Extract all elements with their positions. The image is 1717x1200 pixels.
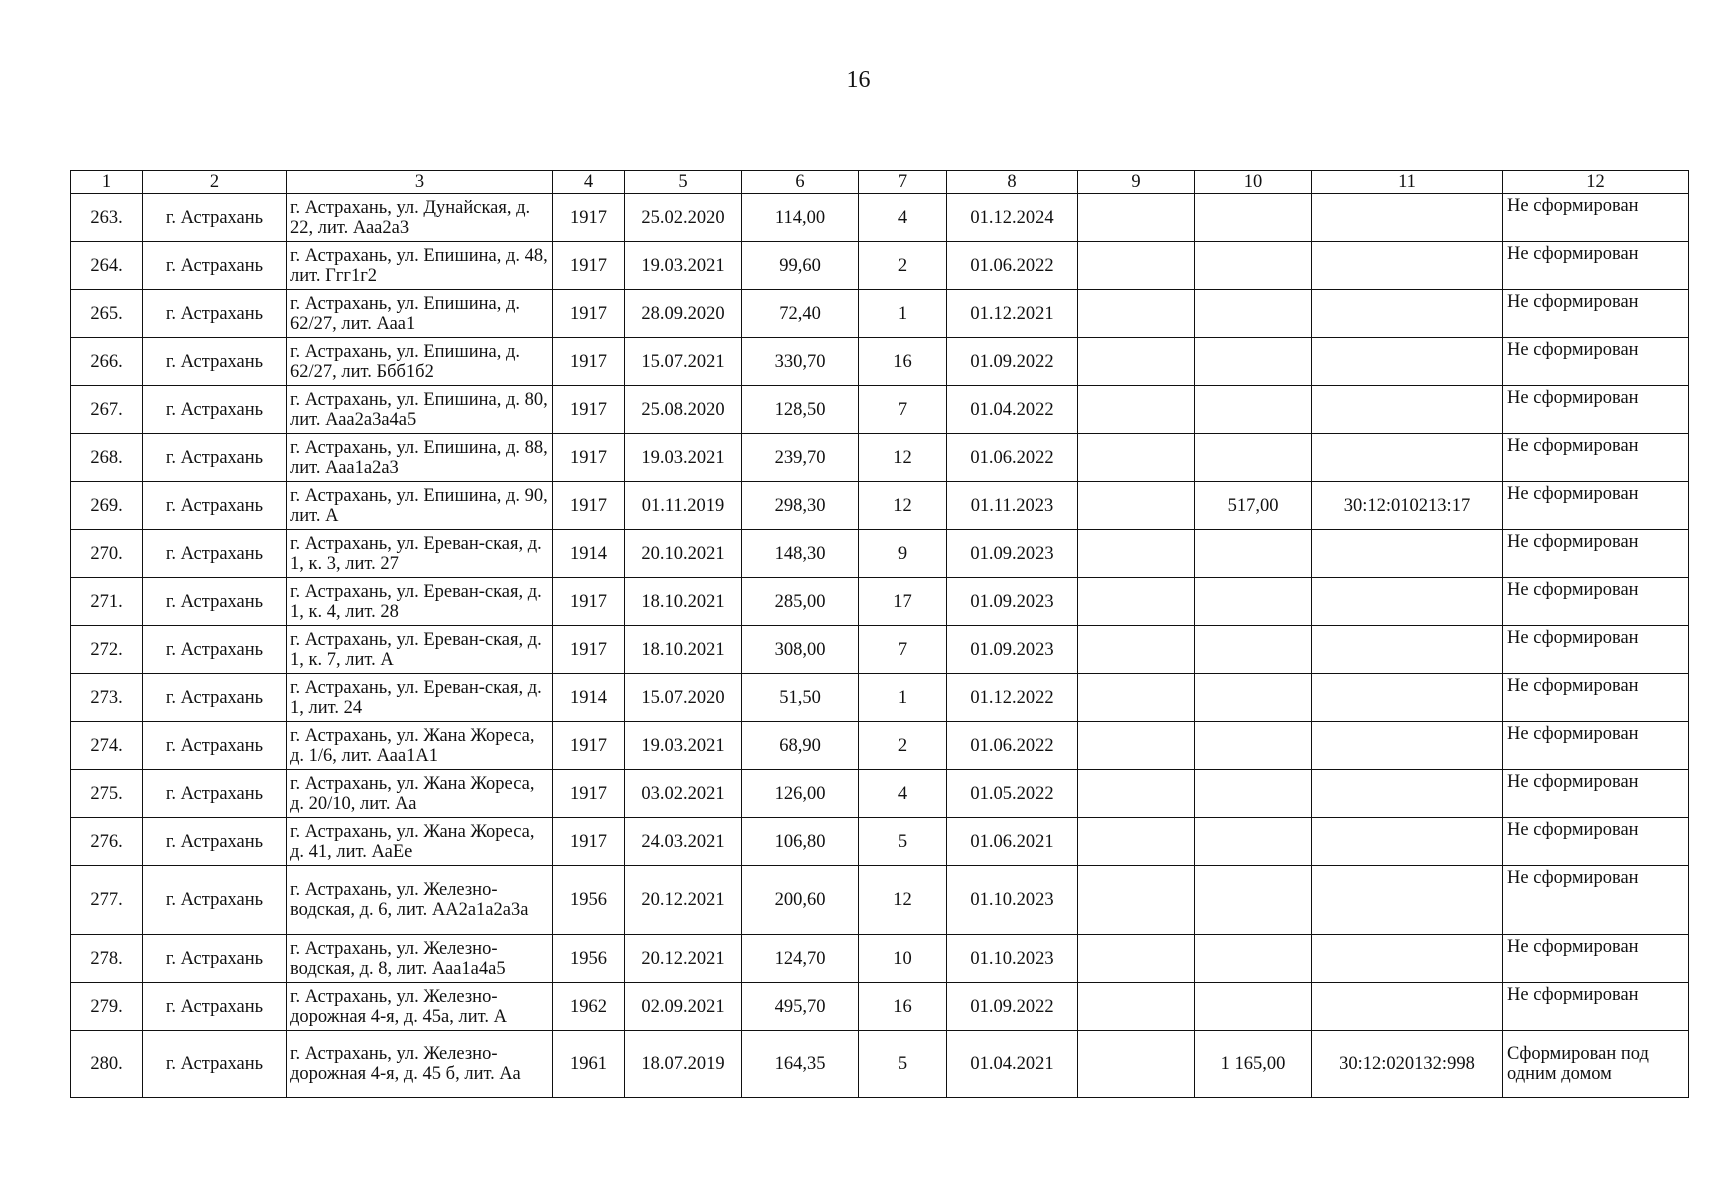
cell-row-number: 271. — [71, 578, 143, 626]
cell-row-number: 264. — [71, 242, 143, 290]
cell-cadastral-number — [1312, 578, 1503, 626]
table-row — [71, 935, 1689, 983]
table-row — [71, 722, 1689, 770]
cell-area: 308,00 — [742, 626, 859, 674]
cell-col-9-value — [1078, 983, 1195, 1031]
cell-address: г. Астрахань, ул. Епишина, д. 62/27, лит. Ббб1б2 — [287, 338, 553, 386]
cell-residents: 12 — [859, 482, 947, 530]
cell-survey-date: 15.07.2020 — [625, 674, 742, 722]
cell-year-built: 1917 — [553, 194, 625, 242]
cell-resettlement-date: 01.06.2021 — [947, 818, 1078, 866]
cell-cadastral-number — [1312, 386, 1503, 434]
cell-cadastral-number — [1312, 290, 1503, 338]
cell-locality: г. Астрахань — [143, 1031, 287, 1098]
cell-locality: г. Астрахань — [143, 290, 287, 338]
cell-year-built: 1917 — [553, 818, 625, 866]
cell-residents: 12 — [859, 434, 947, 482]
cell-resettlement-date: 01.10.2023 — [947, 866, 1078, 935]
cell-survey-date: 25.08.2020 — [625, 386, 742, 434]
table-row — [71, 434, 1689, 482]
column-header: 11 — [1312, 171, 1503, 194]
table-row — [71, 242, 1689, 290]
cell-land-area — [1195, 434, 1312, 482]
cell-survey-date: 18.10.2021 — [625, 626, 742, 674]
cell-land-status: Не сформирован — [1503, 674, 1689, 722]
cell-cadastral-number: 30:12:010213:17 — [1312, 482, 1503, 530]
cell-cadastral-number — [1312, 935, 1503, 983]
cell-locality: г. Астрахань — [143, 386, 287, 434]
cell-survey-date: 18.07.2019 — [625, 1031, 742, 1098]
cell-survey-date: 15.07.2021 — [625, 338, 742, 386]
cell-residents: 7 — [859, 386, 947, 434]
cell-land-status: Не сформирован — [1503, 722, 1689, 770]
column-header: 2 — [143, 171, 287, 194]
cell-land-area — [1195, 722, 1312, 770]
cell-area: 51,50 — [742, 674, 859, 722]
cell-locality: г. Астрахань — [143, 194, 287, 242]
cell-land-area — [1195, 386, 1312, 434]
cell-address: г. Астрахань, ул. Епишина, д. 80, лит. Ааа2а3а4а5 — [287, 386, 553, 434]
cell-residents: 2 — [859, 722, 947, 770]
cell-row-number: 275. — [71, 770, 143, 818]
cell-row-number: 280. — [71, 1031, 143, 1098]
cell-year-built: 1917 — [553, 482, 625, 530]
cell-land-area — [1195, 674, 1312, 722]
cell-land-area: 517,00 — [1195, 482, 1312, 530]
cell-year-built: 1917 — [553, 338, 625, 386]
cell-year-built: 1917 — [553, 626, 625, 674]
cell-locality: г. Астрахань — [143, 983, 287, 1031]
cell-cadastral-number — [1312, 818, 1503, 866]
cell-survey-date: 18.10.2021 — [625, 578, 742, 626]
cell-address: г. Астрахань, ул. Дунайская, д. 22, лит. Ааа2а3 — [287, 194, 553, 242]
table-row — [71, 770, 1689, 818]
cell-survey-date: 19.03.2021 — [625, 242, 742, 290]
cell-survey-date: 01.11.2019 — [625, 482, 742, 530]
cell-cadastral-number: 30:12:020132:998 — [1312, 1031, 1503, 1098]
table-row — [71, 194, 1689, 242]
cell-resettlement-date: 01.10.2023 — [947, 935, 1078, 983]
cell-cadastral-number — [1312, 722, 1503, 770]
cell-col-9-value — [1078, 722, 1195, 770]
cell-col-9-value — [1078, 770, 1195, 818]
cell-area: 99,60 — [742, 242, 859, 290]
cell-locality: г. Астрахань — [143, 530, 287, 578]
cell-land-area — [1195, 194, 1312, 242]
cell-land-area — [1195, 983, 1312, 1031]
cell-land-status: Не сформирован — [1503, 770, 1689, 818]
cell-survey-date: 19.03.2021 — [625, 434, 742, 482]
cell-locality: г. Астрахань — [143, 722, 287, 770]
cell-residents: 16 — [859, 983, 947, 1031]
cell-area: 114,00 — [742, 194, 859, 242]
cell-land-status: Не сформирован — [1503, 194, 1689, 242]
cell-area: 148,30 — [742, 530, 859, 578]
cell-year-built: 1917 — [553, 290, 625, 338]
cell-cadastral-number — [1312, 242, 1503, 290]
cell-col-9-value — [1078, 194, 1195, 242]
cell-land-status: Не сформирован — [1503, 338, 1689, 386]
cell-col-9-value — [1078, 242, 1195, 290]
cell-residents: 2 — [859, 242, 947, 290]
table-row — [71, 1031, 1689, 1098]
cell-year-built: 1914 — [553, 530, 625, 578]
table-row — [71, 866, 1689, 935]
cell-cadastral-number — [1312, 674, 1503, 722]
cell-year-built: 1956 — [553, 866, 625, 935]
cell-row-number: 272. — [71, 626, 143, 674]
cell-locality: г. Астрахань — [143, 674, 287, 722]
table-row — [71, 818, 1689, 866]
cell-land-status: Не сформирован — [1503, 935, 1689, 983]
cell-col-9-value — [1078, 578, 1195, 626]
cell-residents: 4 — [859, 770, 947, 818]
cell-land-status: Не сформирован — [1503, 578, 1689, 626]
cell-locality: г. Астрахань — [143, 434, 287, 482]
cell-address: г. Астрахань, ул. Железно-дорожная 4-я, д. 45 б, лит. Аа — [287, 1031, 553, 1098]
cell-survey-date: 28.09.2020 — [625, 290, 742, 338]
cell-locality: г. Астрахань — [143, 866, 287, 935]
cell-resettlement-date: 01.04.2022 — [947, 386, 1078, 434]
cell-row-number: 276. — [71, 818, 143, 866]
cell-year-built: 1961 — [553, 1031, 625, 1098]
cell-land-area — [1195, 770, 1312, 818]
cell-survey-date: 03.02.2021 — [625, 770, 742, 818]
cell-residents: 12 — [859, 866, 947, 935]
cell-resettlement-date: 01.05.2022 — [947, 770, 1078, 818]
cell-area: 126,00 — [742, 770, 859, 818]
cell-col-9-value — [1078, 386, 1195, 434]
cell-land-status: Не сформирован — [1503, 434, 1689, 482]
cell-land-status: Сформирован под одним домом — [1503, 1031, 1689, 1098]
cell-row-number: 263. — [71, 194, 143, 242]
column-header: 4 — [553, 171, 625, 194]
cell-residents: 16 — [859, 338, 947, 386]
cell-resettlement-date: 01.09.2022 — [947, 338, 1078, 386]
cell-land-status: Не сформирован — [1503, 530, 1689, 578]
cell-address: г. Астрахань, ул. Епишина, д. 90, лит. А — [287, 482, 553, 530]
cell-resettlement-date: 01.09.2023 — [947, 626, 1078, 674]
cell-year-built: 1917 — [553, 386, 625, 434]
cell-residents: 17 — [859, 578, 947, 626]
column-header: 9 — [1078, 171, 1195, 194]
cell-land-area: 1 165,00 — [1195, 1031, 1312, 1098]
cell-year-built: 1917 — [553, 578, 625, 626]
cell-address: г. Астрахань, ул. Жана Жореса, д. 41, лит. АаЕе — [287, 818, 553, 866]
cell-survey-date: 24.03.2021 — [625, 818, 742, 866]
cell-land-status: Не сформирован — [1503, 386, 1689, 434]
cell-area: 200,60 — [742, 866, 859, 935]
cell-residents: 1 — [859, 674, 947, 722]
table-row — [71, 674, 1689, 722]
cell-locality: г. Астрахань — [143, 338, 287, 386]
cell-cadastral-number — [1312, 983, 1503, 1031]
cell-col-9-value — [1078, 290, 1195, 338]
cell-land-area — [1195, 935, 1312, 983]
cell-resettlement-date: 01.04.2021 — [947, 1031, 1078, 1098]
cell-address: г. Астрахань, ул. Жана Жореса, д. 1/6, лит. Ааа1А1 — [287, 722, 553, 770]
cell-land-status: Не сформирован — [1503, 626, 1689, 674]
cell-residents: 10 — [859, 935, 947, 983]
cell-row-number: 270. — [71, 530, 143, 578]
cell-row-number: 277. — [71, 866, 143, 935]
housing-register-table — [70, 170, 1689, 1098]
cell-residents: 4 — [859, 194, 947, 242]
cell-land-status: Не сформирован — [1503, 866, 1689, 935]
cell-resettlement-date: 01.06.2022 — [947, 242, 1078, 290]
cell-land-area — [1195, 866, 1312, 935]
column-header: 5 — [625, 171, 742, 194]
cell-resettlement-date: 01.12.2021 — [947, 290, 1078, 338]
column-header: 3 — [287, 171, 553, 194]
cell-address: г. Астрахань, ул. Железно-дорожная 4-я, д. 45а, лит. А — [287, 983, 553, 1031]
cell-col-9-value — [1078, 530, 1195, 578]
cell-resettlement-date: 01.12.2022 — [947, 674, 1078, 722]
cell-address: г. Астрахань, ул. Ереван-ская, д. 1, к. 3, лит. 27 — [287, 530, 553, 578]
cell-row-number: 265. — [71, 290, 143, 338]
cell-survey-date: 20.12.2021 — [625, 935, 742, 983]
cell-col-9-value — [1078, 338, 1195, 386]
cell-locality: г. Астрахань — [143, 818, 287, 866]
cell-locality: г. Астрахань — [143, 482, 287, 530]
cell-col-9-value — [1078, 935, 1195, 983]
cell-residents: 1 — [859, 290, 947, 338]
page-number: 16 — [846, 67, 871, 93]
cell-survey-date: 19.03.2021 — [625, 722, 742, 770]
table-row — [71, 983, 1689, 1031]
cell-address: г. Астрахань, ул. Железно-водская, д. 6, лит. АА2а1а2а3а — [287, 866, 553, 935]
cell-land-area — [1195, 626, 1312, 674]
cell-resettlement-date: 01.11.2023 — [947, 482, 1078, 530]
cell-resettlement-date: 01.09.2023 — [947, 530, 1078, 578]
cell-col-9-value — [1078, 1031, 1195, 1098]
table-row — [71, 626, 1689, 674]
cell-area: 124,70 — [742, 935, 859, 983]
cell-survey-date: 20.12.2021 — [625, 866, 742, 935]
cell-address: г. Астрахань, ул. Жана Жореса, д. 20/10, лит. Аа — [287, 770, 553, 818]
cell-area: 239,70 — [742, 434, 859, 482]
cell-resettlement-date: 01.12.2024 — [947, 194, 1078, 242]
cell-locality: г. Астрахань — [143, 770, 287, 818]
cell-year-built: 1917 — [553, 722, 625, 770]
cell-land-area — [1195, 818, 1312, 866]
cell-land-area — [1195, 290, 1312, 338]
cell-residents: 5 — [859, 818, 947, 866]
cell-locality: г. Астрахань — [143, 242, 287, 290]
column-header: 6 — [742, 171, 859, 194]
cell-survey-date: 25.02.2020 — [625, 194, 742, 242]
cell-land-area — [1195, 242, 1312, 290]
cell-col-9-value — [1078, 866, 1195, 935]
cell-locality: г. Астрахань — [143, 626, 287, 674]
cell-residents: 9 — [859, 530, 947, 578]
cell-land-area — [1195, 530, 1312, 578]
cell-cadastral-number — [1312, 626, 1503, 674]
cell-residents: 7 — [859, 626, 947, 674]
cell-locality: г. Астрахань — [143, 578, 287, 626]
cell-address: г. Астрахань, ул. Епишина, д. 62/27, лит. Ааа1 — [287, 290, 553, 338]
cell-row-number: 267. — [71, 386, 143, 434]
cell-year-built: 1917 — [553, 242, 625, 290]
cell-area: 164,35 — [742, 1031, 859, 1098]
cell-area: 495,70 — [742, 983, 859, 1031]
table-row — [71, 386, 1689, 434]
cell-year-built: 1914 — [553, 674, 625, 722]
table-row — [71, 290, 1689, 338]
cell-area: 330,70 — [742, 338, 859, 386]
cell-land-area — [1195, 338, 1312, 386]
cell-land-status: Не сформирован — [1503, 482, 1689, 530]
cell-year-built: 1917 — [553, 770, 625, 818]
cell-row-number: 268. — [71, 434, 143, 482]
cell-cadastral-number — [1312, 866, 1503, 935]
cell-cadastral-number — [1312, 770, 1503, 818]
table-row — [71, 482, 1689, 530]
table-body — [71, 194, 1689, 1098]
cell-row-number: 278. — [71, 935, 143, 983]
cell-row-number: 274. — [71, 722, 143, 770]
cell-row-number: 273. — [71, 674, 143, 722]
table-row — [71, 338, 1689, 386]
cell-residents: 5 — [859, 1031, 947, 1098]
cell-land-status: Не сформирован — [1503, 242, 1689, 290]
cell-survey-date: 02.09.2021 — [625, 983, 742, 1031]
cell-address: г. Астрахань, ул. Железно-водская, д. 8, лит. Ааа1а4а5 — [287, 935, 553, 983]
cell-cadastral-number — [1312, 338, 1503, 386]
cell-land-status: Не сформирован — [1503, 818, 1689, 866]
cell-year-built: 1962 — [553, 983, 625, 1031]
cell-year-built: 1917 — [553, 434, 625, 482]
column-header: 8 — [947, 171, 1078, 194]
cell-land-area — [1195, 578, 1312, 626]
cell-survey-date: 20.10.2021 — [625, 530, 742, 578]
cell-resettlement-date: 01.06.2022 — [947, 434, 1078, 482]
cell-area: 285,00 — [742, 578, 859, 626]
cell-col-9-value — [1078, 434, 1195, 482]
cell-row-number: 266. — [71, 338, 143, 386]
cell-col-9-value — [1078, 626, 1195, 674]
column-header: 10 — [1195, 171, 1312, 194]
cell-cadastral-number — [1312, 530, 1503, 578]
cell-resettlement-date: 01.09.2023 — [947, 578, 1078, 626]
cell-row-number: 269. — [71, 482, 143, 530]
table-row — [71, 530, 1689, 578]
cell-year-built: 1956 — [553, 935, 625, 983]
cell-address: г. Астрахань, ул. Епишина, д. 48, лит. Ггг1г2 — [287, 242, 553, 290]
cell-area: 68,90 — [742, 722, 859, 770]
cell-col-9-value — [1078, 482, 1195, 530]
cell-address: г. Астрахань, ул. Епишина, д. 88, лит. Ааа1а2а3 — [287, 434, 553, 482]
cell-area: 298,30 — [742, 482, 859, 530]
column-header: 1 — [71, 171, 143, 194]
cell-cadastral-number — [1312, 194, 1503, 242]
cell-address: г. Астрахань, ул. Ереван-ская, д. 1, лит. 24 — [287, 674, 553, 722]
cell-area: 128,50 — [742, 386, 859, 434]
cell-land-status: Не сформирован — [1503, 290, 1689, 338]
cell-land-status: Не сформирован — [1503, 983, 1689, 1031]
cell-resettlement-date: 01.09.2022 — [947, 983, 1078, 1031]
cell-col-9-value — [1078, 674, 1195, 722]
cell-area: 72,40 — [742, 290, 859, 338]
cell-area: 106,80 — [742, 818, 859, 866]
table-row — [71, 578, 1689, 626]
cell-cadastral-number — [1312, 434, 1503, 482]
cell-col-9-value — [1078, 818, 1195, 866]
column-number-row — [71, 171, 1689, 194]
cell-address: г. Астрахань, ул. Ереван-ская, д. 1, к. 7, лит. А — [287, 626, 553, 674]
cell-resettlement-date: 01.06.2022 — [947, 722, 1078, 770]
column-header: 12 — [1503, 171, 1689, 194]
column-header: 7 — [859, 171, 947, 194]
cell-address: г. Астрахань, ул. Ереван-ская, д. 1, к. 4, лит. 28 — [287, 578, 553, 626]
cell-row-number: 279. — [71, 983, 143, 1031]
cell-locality: г. Астрахань — [143, 935, 287, 983]
